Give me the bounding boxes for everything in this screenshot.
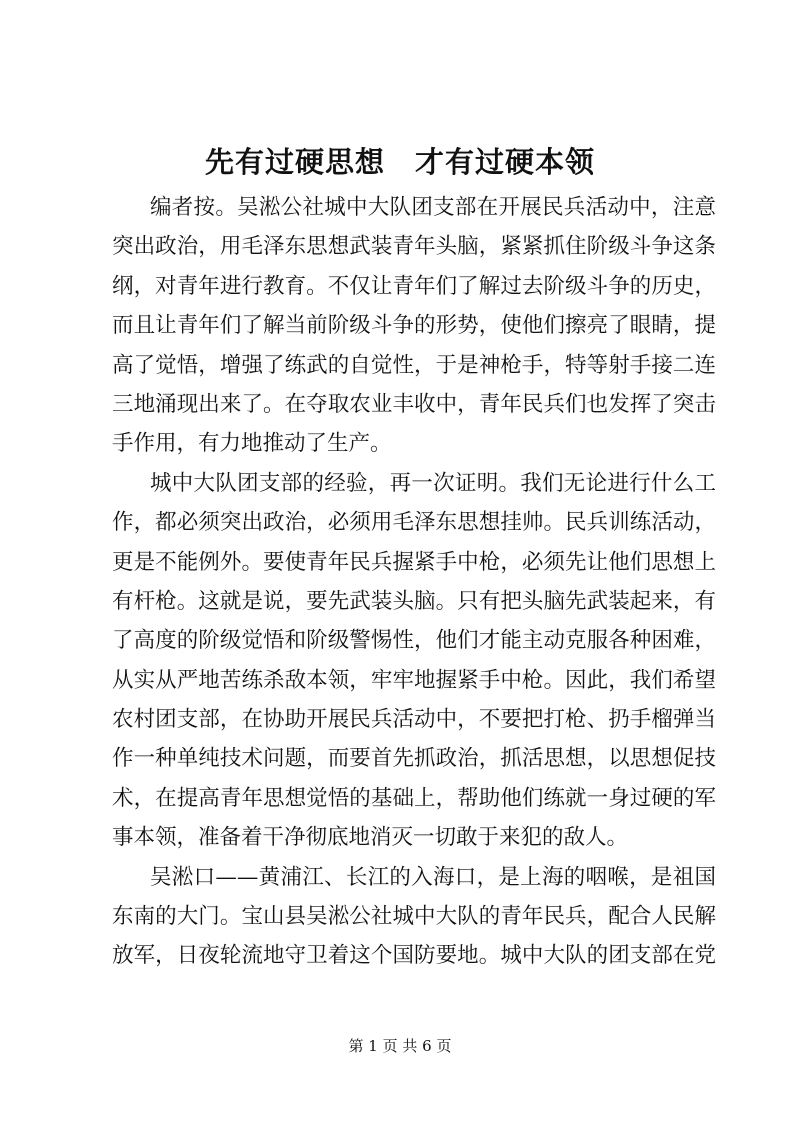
document-body (112, 188, 716, 976)
text-line: 吴淞口——黄浦江、长江的入海口，是上海的咽喉，是祖国 (150, 864, 716, 890)
page-number-footer: 第 1 页 共 6 页 (348, 1037, 452, 1055)
text-line: 作一种单纯技术问题，而要首先抓政治，抓活思想，以思想促技 (112, 746, 716, 772)
text-line: 编者按。吴淞公社城中大队团支部在开展民兵活动中，注意 (150, 195, 716, 220)
text-line: 事本领，准备着干净彻底地消灭一切敢于来犯的敌人。 (112, 825, 629, 851)
text-line: 高了觉悟，增强了练武的自觉性，于是神枪手，特等射手接二连 (112, 352, 716, 378)
text-line: 术，在提高青年思想觉悟的基础上，帮助他们练就一身过硬的军 (112, 785, 716, 811)
text-line: 东南的大门。宝山县吴淞公社城中大队的青年民兵，配合人民解 (112, 904, 716, 930)
text-line: 了高度的阶级觉悟和阶级警惕性，他们才能主动克服各种困难， (112, 628, 716, 654)
text-line: 作，都必须突出政治，必须用毛泽东思想挂帅。民兵训练活动， (112, 510, 716, 536)
text-line: 有杆枪。这就是说，要先武装头脑。只有把头脑先武装起来，有 (112, 588, 716, 614)
paragraph (112, 464, 716, 858)
text-line: 放军，日夜轮流地守卫着这个国防要地。城中大队的团支部在党 (112, 943, 716, 969)
text-line: 更是不能例外。要使青年民兵握紧手中枪，必须先让他们思想上 (112, 549, 716, 575)
paragraph (112, 858, 716, 976)
text-line: 突出政治，用毛泽东思想武装青年头脑，紧紧抓住阶级斗争这条 (112, 234, 716, 260)
text-line: 城中大队团支部的经验，再一次证明。我们无论进行什么工 (150, 470, 716, 496)
text-line: 三地涌现出来了。在夺取农业丰收中，青年民兵们也发挥了突击 (112, 391, 716, 417)
text-line: 手作用，有力地推动了生产。 (112, 431, 392, 457)
paragraph (112, 188, 716, 464)
document-title: 先有过硬思想 才有过硬本领 (204, 145, 595, 179)
text-line: 而且让青年们了解当前阶级斗争的形势，使他们擦亮了眼睛，提 (112, 313, 716, 339)
text-line: 农村团支部，在协助开展民兵活动中，不要把打枪、扔手榴弹当 (112, 707, 716, 733)
text-line: 纲，对青年进行教育。不仅让青年们了解过去阶级斗争的历史， (112, 273, 716, 299)
text-line: 从实从严地苦练杀敌本领，牢牢地握紧手中枪。因此，我们希望 (112, 667, 716, 693)
